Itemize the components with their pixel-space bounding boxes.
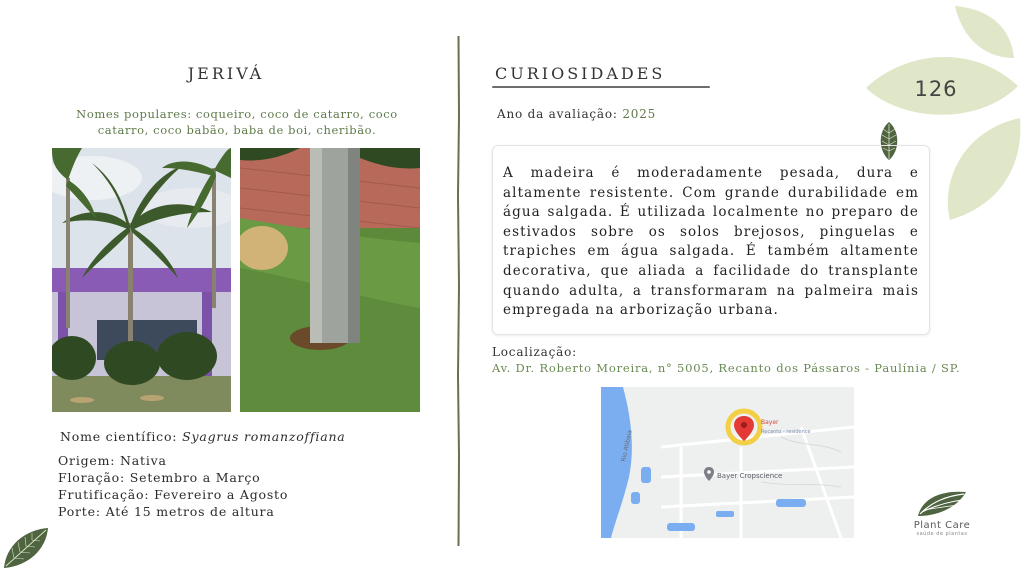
fact-origin: Origem: Nativa (58, 453, 167, 468)
palm-tree-photo (52, 148, 231, 412)
column-divider (456, 36, 461, 546)
evaluation-year: Ano da avaliação: 2025 (497, 107, 657, 121)
section-title: CURIOSIDADES (495, 64, 666, 83)
fact-size: Porte: Até 15 metros de altura (58, 504, 275, 519)
location-label: Localização: (492, 345, 577, 359)
brand (900, 520, 984, 537)
scientific-name-value: Syagrus romanzoffiana (182, 429, 346, 444)
map-pin-sublabel: Recanto - residence (761, 429, 811, 435)
map-road-label: Rio Atibaia (620, 429, 634, 463)
location-address: Av. Dr. Roberto Moreira, n° 5005, Recanto dos Pássaros - Paulínia / SP. (492, 361, 961, 375)
title-underline (492, 86, 710, 88)
palm-trunk-photo (240, 148, 420, 412)
map-pin-label: Bayer (761, 419, 779, 426)
evaluation-year-value: 2025 (622, 107, 657, 121)
page-number: 126 (914, 77, 958, 101)
map-place-label: Bayer Cropscience (717, 472, 783, 480)
brand-name: Plant Care (913, 520, 971, 531)
species-title: JERIVÁ (187, 64, 265, 83)
fact-flowering: Floração: Setembro a Março (58, 470, 261, 485)
popular-names: Nomes populares: coqueiro, coco de catarro, coco catarro, coco babão, baba de boi, cheribão. (76, 107, 398, 137)
brand-tagline: saúde de plantas (916, 531, 968, 537)
leaf-icon (2, 526, 50, 570)
location-map (601, 387, 854, 538)
fact-fruiting: Frutificação: Fevereiro a Agosto (58, 487, 289, 502)
plant-care-logo (914, 488, 970, 520)
species-facts (58, 452, 288, 520)
curiosity-text: A madeira é moderadamente pesada, dura e altamente resistente. Com grande durabilidade em água salgada. É utilizada localmente no preparo de estivados sobre os solos brejosos, pinguelas e trapiches em água salgada. É também altamente decorativa, que aliada a facilidade do transplante quando adulta, a transformaram na palmeira mais empregada na arborização urbana. (503, 165, 919, 319)
curiosity-box (492, 145, 930, 335)
scientific-name: Nome científico: Syagrus romanzoffiana (60, 429, 346, 444)
